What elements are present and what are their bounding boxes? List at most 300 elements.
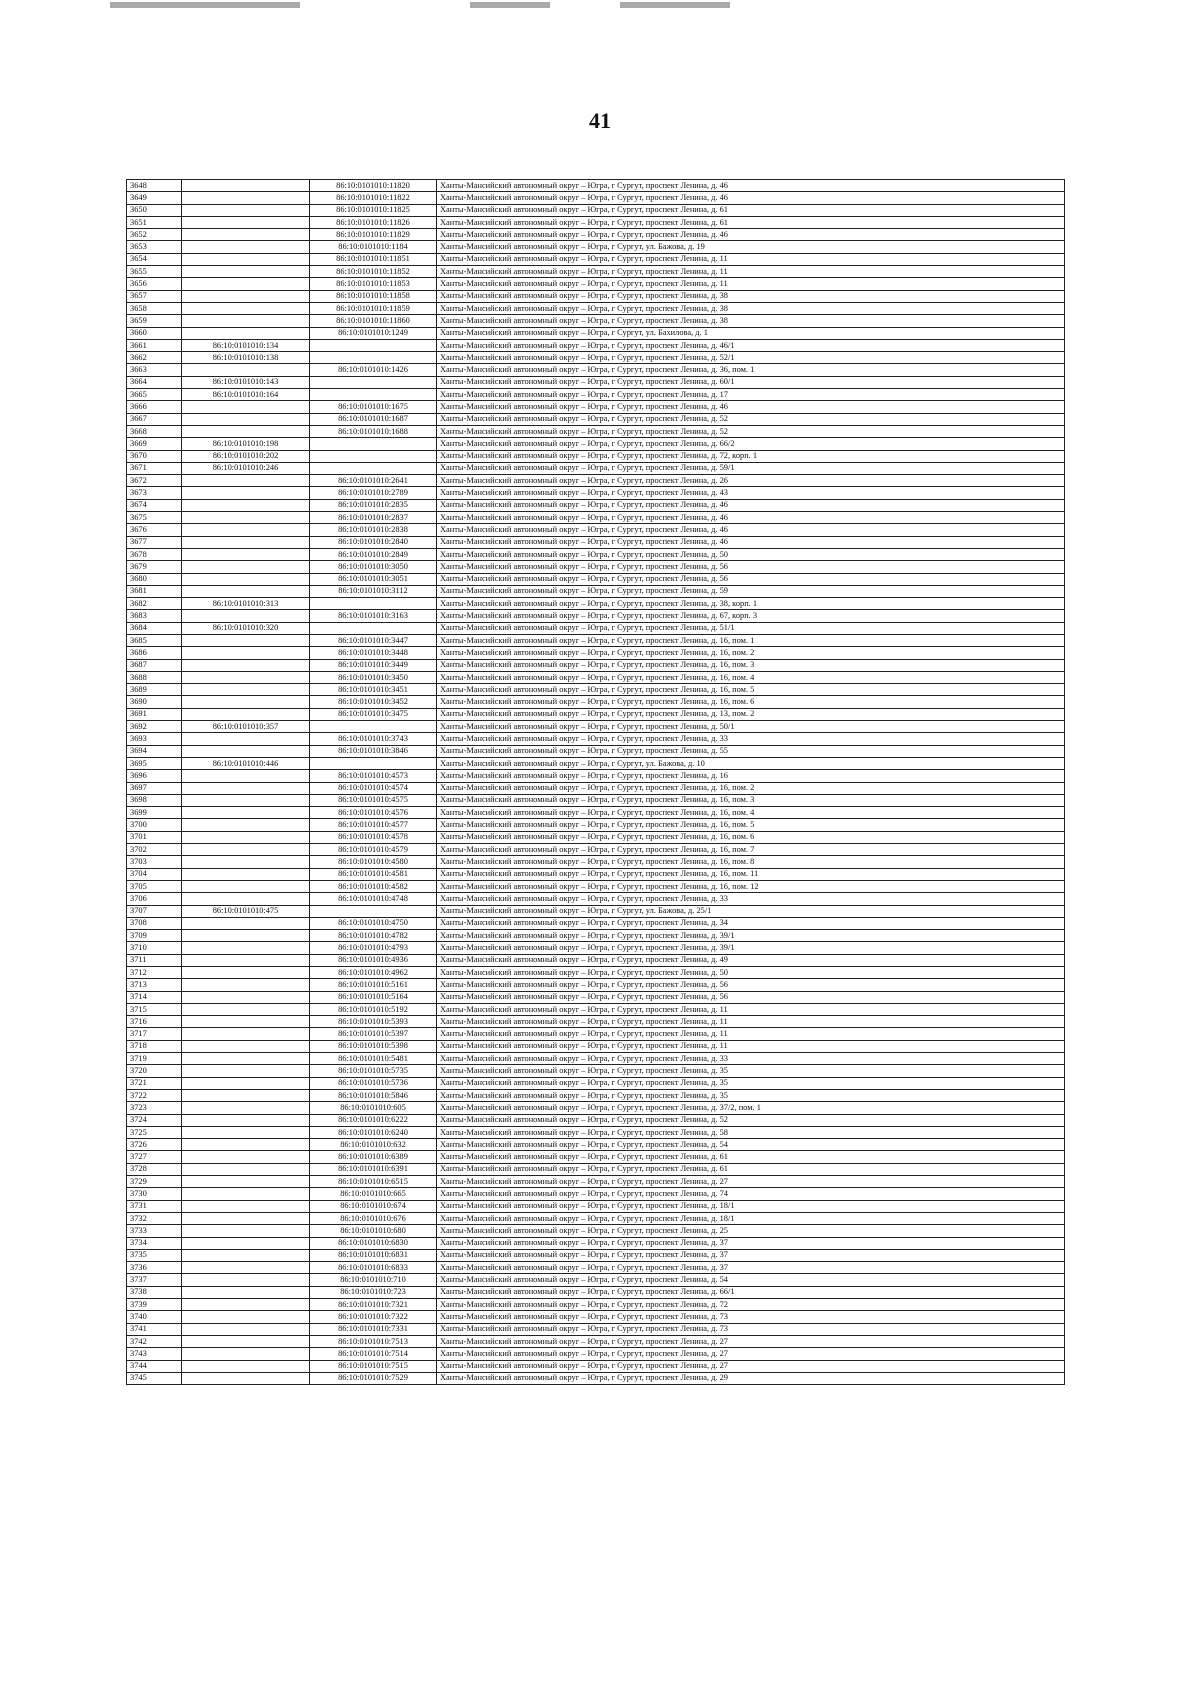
address-street: проспект Ленина, д. 16, пом. 4 (645, 807, 755, 817)
address-street: проспект Ленина, д. 67, корп. 3 (645, 611, 758, 621)
address-street: проспект Ленина, д. 74 (645, 1188, 728, 1198)
building-cadastral-number-cell: 86:10:0101010:3451 (310, 684, 437, 696)
table-row (127, 905, 1065, 917)
row-number-cell: 3718 (127, 1040, 182, 1052)
address-cell (437, 302, 1065, 314)
address-prefix: Ханты-Мансийский автономный округ – Югра, г Сургут, (440, 291, 646, 301)
table-row (127, 364, 1065, 376)
address-street: проспект Ленина, д. 18/1 (645, 1213, 735, 1223)
address-prefix: Ханты-Мансийский автономный округ – Югра, г Сургут, (440, 426, 646, 436)
building-cadastral-number-cell: 86:10:0101010:7331 (310, 1323, 437, 1335)
row-number-cell: 3690 (127, 696, 182, 708)
building-cadastral-number-cell: 86:10:0101010:4580 (310, 856, 437, 868)
address-prefix: Ханты-Мансийский автономный округ – Югра, г Сургут, (440, 279, 646, 289)
address-street: проспект Ленина, д. 61 (645, 1152, 728, 1162)
table-row (127, 302, 1065, 314)
building-cadastral-number-cell: 86:10:0101010:11859 (310, 302, 437, 314)
address-prefix: Ханты-Мансийский автономный округ – Югра, г Сургут, (440, 611, 646, 621)
land-cadastral-number-cell (182, 1372, 310, 1384)
table-row (127, 1311, 1065, 1323)
address-prefix: Ханты-Мансийский автономный округ – Югра, г Сургут, (440, 266, 646, 276)
row-number-cell: 3651 (127, 216, 182, 228)
table-row (127, 1003, 1065, 1015)
address-cell (437, 954, 1065, 966)
table-row (127, 241, 1065, 253)
building-cadastral-number-cell (310, 462, 437, 474)
row-number-cell: 3743 (127, 1348, 182, 1360)
land-cadastral-number-cell (182, 893, 310, 905)
table-row (127, 573, 1065, 585)
land-cadastral-number-cell: 86:10:0101010:164 (182, 389, 310, 401)
table-row (127, 1249, 1065, 1261)
address-cell (437, 1163, 1065, 1175)
row-number-cell: 3744 (127, 1360, 182, 1372)
address-prefix: Ханты-Мансийский автономный округ – Югра, г Сургут, (440, 352, 646, 362)
building-cadastral-number-cell: 86:10:0101010:11853 (310, 278, 437, 290)
land-cadastral-number-cell (182, 290, 310, 302)
table-row (127, 979, 1065, 991)
table-row (127, 856, 1065, 868)
table-row (127, 561, 1065, 573)
row-number-cell: 3694 (127, 745, 182, 757)
address-prefix: Ханты-Мансийский автономный округ – Югра, г Сургут, (440, 1066, 646, 1076)
address-cell (437, 844, 1065, 856)
land-cadastral-number-cell (182, 671, 310, 683)
address-prefix: Ханты-Мансийский автономный округ – Югра, г Сургут, (440, 561, 646, 571)
address-cell (437, 1225, 1065, 1237)
building-cadastral-number-cell: 86:10:0101010:11825 (310, 204, 437, 216)
building-cadastral-number-cell: 86:10:0101010:7514 (310, 1348, 437, 1360)
registry-table-body (127, 180, 1065, 1385)
address-street: проспект Ленина, д. 16 (645, 770, 728, 780)
land-cadastral-number-cell (182, 548, 310, 560)
address-prefix: Ханты-Мансийский автономный округ – Югра, г Сургут, (440, 647, 646, 657)
row-number-cell: 3691 (127, 708, 182, 720)
table-row (127, 327, 1065, 339)
land-cadastral-number-cell (182, 1114, 310, 1126)
table-row (127, 1286, 1065, 1298)
row-number-cell: 3655 (127, 266, 182, 278)
row-number-cell: 3683 (127, 610, 182, 622)
address-prefix: Ханты-Мансийский автономный округ – Югра, г Сургут, (440, 635, 646, 645)
address-street: проспект Ленина, д. 60/1 (645, 377, 735, 387)
land-cadastral-number-cell (182, 1249, 310, 1261)
address-street: проспект Ленина, д. 66/1 (645, 1287, 735, 1297)
address-street: проспект Ленина, д. 38 (645, 303, 728, 313)
scan-artifact (110, 2, 300, 8)
address-street: проспект Ленина, д. 46 (645, 401, 728, 411)
row-number-cell: 3668 (127, 425, 182, 437)
table-row (127, 757, 1065, 769)
address-cell (437, 1249, 1065, 1261)
land-cadastral-number-cell: 86:10:0101010:134 (182, 339, 310, 351)
address-prefix: Ханты-Мансийский автономный округ – Югра, г Сургут, (440, 844, 646, 854)
row-number-cell: 3739 (127, 1299, 182, 1311)
address-street: проспект Ленина, д. 59/1 (645, 463, 735, 473)
building-cadastral-number-cell: 86:10:0101010:3051 (310, 573, 437, 585)
table-row (127, 180, 1065, 192)
building-cadastral-number-cell: 86:10:0101010:4575 (310, 794, 437, 806)
address-cell (437, 1335, 1065, 1347)
land-cadastral-number-cell (182, 216, 310, 228)
row-number-cell: 3721 (127, 1077, 182, 1089)
address-street: проспект Ленина, д. 16, пом. 5 (645, 684, 755, 694)
building-cadastral-number-cell: 86:10:0101010:6222 (310, 1114, 437, 1126)
table-row (127, 831, 1065, 843)
row-number-cell: 3680 (127, 573, 182, 585)
address-street: проспект Ленина, д. 46 (645, 180, 728, 190)
land-cadastral-number-cell (182, 1188, 310, 1200)
address-street: проспект Ленина, д. 27 (645, 1361, 728, 1371)
land-cadastral-number-cell (182, 733, 310, 745)
address-prefix: Ханты-Мансийский автономный округ – Югра, г Сургут, (440, 217, 646, 227)
address-street: проспект Ленина, д. 35 (645, 1090, 728, 1100)
address-cell (437, 856, 1065, 868)
building-cadastral-number-cell: 86:10:0101010:4573 (310, 770, 437, 782)
building-cadastral-number-cell: 86:10:0101010:665 (310, 1188, 437, 1200)
address-street: проспект Ленина, д. 46 (645, 192, 728, 202)
land-cadastral-number-cell (182, 229, 310, 241)
address-street: проспект Ленина, д. 16, пом. 6 (645, 697, 755, 707)
address-cell (437, 905, 1065, 917)
building-cadastral-number-cell: 86:10:0101010:2849 (310, 548, 437, 560)
address-prefix: Ханты-Мансийский автономный округ – Югра, г Сургут, (440, 906, 646, 916)
address-prefix: Ханты-Мансийский автономный округ – Югра, г Сургут, (440, 414, 646, 424)
table-row (127, 942, 1065, 954)
address-prefix: Ханты-Мансийский автономный округ – Югра, г Сургут, (440, 574, 646, 584)
address-street: проспект Ленина, д. 11 (645, 1016, 728, 1026)
land-cadastral-number-cell (182, 425, 310, 437)
building-cadastral-number-cell: 86:10:0101010:4936 (310, 954, 437, 966)
building-cadastral-number-cell: 86:10:0101010:6391 (310, 1163, 437, 1175)
row-number-cell: 3695 (127, 757, 182, 769)
land-cadastral-number-cell (182, 745, 310, 757)
building-cadastral-number-cell: 86:10:0101010:2837 (310, 512, 437, 524)
row-number-cell: 3731 (127, 1200, 182, 1212)
building-cadastral-number-cell (310, 339, 437, 351)
address-prefix: Ханты-Мансийский автономный округ – Югра, г Сургут, (440, 660, 646, 670)
address-street: ул. Бажова, д. 10 (645, 758, 705, 768)
address-street: проспект Ленина, д. 16, пом. 2 (645, 783, 755, 793)
table-row (127, 733, 1065, 745)
land-cadastral-number-cell: 86:10:0101010:143 (182, 376, 310, 388)
table-row (127, 389, 1065, 401)
address-street: проспект Ленина, д. 16, пом. 12 (645, 881, 759, 891)
building-cadastral-number-cell: 86:10:0101010:3448 (310, 647, 437, 659)
land-cadastral-number-cell (182, 1102, 310, 1114)
address-cell (437, 278, 1065, 290)
building-cadastral-number-cell (310, 438, 437, 450)
address-cell (437, 364, 1065, 376)
address-cell (437, 425, 1065, 437)
land-cadastral-number-cell (182, 1212, 310, 1224)
address-prefix: Ханты-Мансийский автономный округ – Югра, г Сургут, (440, 451, 646, 461)
table-row (127, 1372, 1065, 1384)
address-prefix: Ханты-Мансийский автономный округ – Югра, г Сургут, (440, 598, 646, 608)
row-number-cell: 3648 (127, 180, 182, 192)
table-row (127, 1089, 1065, 1101)
table-row (127, 794, 1065, 806)
land-cadastral-number-cell: 86:10:0101010:357 (182, 721, 310, 733)
address-cell (437, 475, 1065, 487)
address-street: проспект Ленина, д. 16, пом. 5 (645, 820, 755, 830)
address-street: проспект Ленина, д. 54 (645, 1275, 728, 1285)
land-cadastral-number-cell (182, 770, 310, 782)
address-cell (437, 339, 1065, 351)
table-row (127, 1163, 1065, 1175)
address-prefix: Ханты-Мансийский автономный округ – Югра, г Сургут, (440, 943, 646, 953)
address-prefix: Ханты-Мансийский автономный округ – Югра, г Сургут, (440, 623, 646, 633)
address-prefix: Ханты-Мансийский автономный округ – Югра, г Сургут, (440, 205, 646, 215)
row-number-cell: 3728 (127, 1163, 182, 1175)
address-prefix: Ханты-Мансийский автономный округ – Югра, г Сургут, (440, 1225, 646, 1235)
address-prefix: Ханты-Мансийский автономный округ – Югра, г Сургут, (440, 1373, 646, 1383)
address-cell (437, 1077, 1065, 1089)
row-number-cell: 3741 (127, 1323, 182, 1335)
row-number-cell: 3681 (127, 585, 182, 597)
land-cadastral-number-cell (182, 1003, 310, 1015)
row-number-cell: 3738 (127, 1286, 182, 1298)
land-cadastral-number-cell (182, 1274, 310, 1286)
address-street: проспект Ленина, д. 38, корп. 1 (645, 598, 758, 608)
address-prefix: Ханты-Мансийский автономный округ – Югра, г Сургут, (440, 1250, 646, 1260)
address-cell (437, 868, 1065, 880)
address-cell (437, 782, 1065, 794)
row-number-cell: 3684 (127, 622, 182, 634)
address-prefix: Ханты-Мансийский автономный округ – Югра, г Сургут, (440, 734, 646, 743)
building-cadastral-number-cell: 86:10:0101010:2835 (310, 499, 437, 511)
building-cadastral-number-cell: 86:10:0101010:3846 (310, 745, 437, 757)
land-cadastral-number-cell (182, 844, 310, 856)
building-cadastral-number-cell: 86:10:0101010:6831 (310, 1249, 437, 1261)
building-cadastral-number-cell: 86:10:0101010:4578 (310, 831, 437, 843)
address-street: проспект Ленина, д. 43 (645, 488, 728, 498)
land-cadastral-number-cell (182, 192, 310, 204)
table-row (127, 339, 1065, 351)
building-cadastral-number-cell: 86:10:0101010:5481 (310, 1053, 437, 1065)
table-row (127, 253, 1065, 265)
table-row (127, 1077, 1065, 1089)
building-cadastral-number-cell: 86:10:0101010:5161 (310, 979, 437, 991)
land-cadastral-number-cell (182, 278, 310, 290)
row-number-cell: 3734 (127, 1237, 182, 1249)
address-prefix: Ханты-Мансийский автономный округ – Югра, г Сургут, (440, 697, 646, 707)
row-number-cell: 3689 (127, 684, 182, 696)
address-street: проспект Ленина, д. 61 (645, 217, 728, 227)
land-cadastral-number-cell (182, 1040, 310, 1052)
address-cell (437, 794, 1065, 806)
row-number-cell: 3659 (127, 315, 182, 327)
address-street: проспект Ленина, д. 16, пом. 3 (645, 795, 755, 805)
building-cadastral-number-cell: 86:10:0101010:605 (310, 1102, 437, 1114)
table-row (127, 622, 1065, 634)
land-cadastral-number-cell (182, 659, 310, 671)
address-cell (437, 634, 1065, 646)
row-number-cell: 3710 (127, 942, 182, 954)
row-number-cell: 3714 (127, 991, 182, 1003)
building-cadastral-number-cell: 86:10:0101010:723 (310, 1286, 437, 1298)
address-cell (437, 819, 1065, 831)
building-cadastral-number-cell (310, 376, 437, 388)
building-cadastral-number-cell: 86:10:0101010:680 (310, 1225, 437, 1237)
table-row (127, 770, 1065, 782)
land-cadastral-number-cell: 86:10:0101010:138 (182, 352, 310, 364)
table-row (127, 401, 1065, 413)
address-prefix: Ханты-Мансийский автономный округ – Югра, г Сургут, (440, 881, 646, 891)
address-cell (437, 991, 1065, 1003)
building-cadastral-number-cell: 86:10:0101010:1426 (310, 364, 437, 376)
building-cadastral-number-cell: 86:10:0101010:7321 (310, 1299, 437, 1311)
address-cell (437, 1053, 1065, 1065)
land-cadastral-number-cell (182, 1139, 310, 1151)
address-prefix: Ханты-Мансийский автономный округ – Югра, г Сургут, (440, 537, 646, 547)
row-number-cell: 3665 (127, 389, 182, 401)
row-number-cell: 3745 (127, 1372, 182, 1384)
address-prefix: Ханты-Мансийский автономный округ – Югра, г Сургут, (440, 746, 646, 756)
building-cadastral-number-cell (310, 721, 437, 733)
address-cell (437, 647, 1065, 659)
table-row (127, 696, 1065, 708)
row-number-cell: 3733 (127, 1225, 182, 1237)
address-prefix: Ханты-Мансийский автономный округ – Югра, г Сургут, (440, 1348, 646, 1358)
row-number-cell: 3653 (127, 241, 182, 253)
building-cadastral-number-cell: 86:10:0101010:6830 (310, 1237, 437, 1249)
building-cadastral-number-cell: 86:10:0101010:11860 (310, 315, 437, 327)
address-prefix: Ханты-Мансийский автономный округ – Югра, г Сургут, (440, 1361, 646, 1371)
address-cell (437, 585, 1065, 597)
table-row (127, 512, 1065, 524)
building-cadastral-number-cell: 86:10:0101010:5735 (310, 1065, 437, 1077)
address-prefix: Ханты-Мансийский автономный округ – Югра, г Сургут, (440, 783, 646, 793)
building-cadastral-number-cell: 86:10:0101010:5397 (310, 1028, 437, 1040)
address-prefix: Ханты-Мансийский автономный округ – Югра, г Сургут, (440, 401, 646, 411)
address-prefix: Ханты-Мансийский автономный округ – Югра, г Сургут, (440, 721, 646, 731)
address-cell (437, 1028, 1065, 1040)
address-prefix: Ханты-Мансийский автономный округ – Югра, г Сургут, (440, 1041, 646, 1051)
table-row (127, 376, 1065, 388)
table-row (127, 991, 1065, 1003)
land-cadastral-number-cell (182, 991, 310, 1003)
address-prefix: Ханты-Мансийский автономный округ – Югра, г Сургут, (440, 684, 646, 694)
table-row (127, 745, 1065, 757)
land-cadastral-number-cell (182, 1065, 310, 1077)
address-cell (437, 917, 1065, 929)
address-cell (437, 1065, 1065, 1077)
table-row (127, 1274, 1065, 1286)
address-cell (437, 1102, 1065, 1114)
building-cadastral-number-cell: 86:10:0101010:3450 (310, 671, 437, 683)
land-cadastral-number-cell (182, 1286, 310, 1298)
land-cadastral-number-cell (182, 487, 310, 499)
land-cadastral-number-cell (182, 684, 310, 696)
land-cadastral-number-cell (182, 967, 310, 979)
table-row (127, 782, 1065, 794)
address-street: проспект Ленина, д. 61 (645, 1164, 728, 1174)
address-street: проспект Ленина, д. 56 (645, 992, 728, 1002)
table-row (127, 868, 1065, 880)
table-row (127, 1360, 1065, 1372)
address-prefix: Ханты-Мансийский автономный округ – Югра, г Сургут, (440, 1078, 646, 1088)
row-number-cell: 3692 (127, 721, 182, 733)
table-row (127, 524, 1065, 536)
address-prefix: Ханты-Мансийский автономный округ – Югра, г Сургут, (440, 389, 646, 399)
address-cell (437, 536, 1065, 548)
table-row (127, 352, 1065, 364)
address-street: проспект Ленина, д. 46 (645, 537, 728, 547)
address-prefix: Ханты-Мансийский автономный округ – Югра, г Сургут, (440, 438, 646, 448)
row-number-cell: 3724 (127, 1114, 182, 1126)
table-row (127, 438, 1065, 450)
building-cadastral-number-cell: 86:10:0101010:5846 (310, 1089, 437, 1101)
address-street: проспект Ленина, д. 37 (645, 1250, 728, 1260)
address-cell (437, 216, 1065, 228)
address-street: проспект Ленина, д. 29 (645, 1373, 728, 1383)
table-row (127, 536, 1065, 548)
address-cell (437, 376, 1065, 388)
table-row (127, 1335, 1065, 1347)
land-cadastral-number-cell (182, 561, 310, 573)
address-prefix: Ханты-Мансийский автономный округ – Югра, г Сургут, (440, 500, 646, 510)
address-street: проспект Ленина, д. 51/1 (645, 623, 735, 633)
address-cell (437, 499, 1065, 511)
row-number-cell: 3652 (127, 229, 182, 241)
row-number-cell: 3666 (127, 401, 182, 413)
table-row (127, 634, 1065, 646)
row-number-cell: 3723 (127, 1102, 182, 1114)
address-prefix: Ханты-Мансийский автономный округ – Югра, г Сургут, (440, 1287, 646, 1297)
row-number-cell: 3709 (127, 930, 182, 942)
address-street: проспект Ленина, д. 11 (645, 1041, 728, 1051)
table-row (127, 930, 1065, 942)
address-prefix: Ханты-Мансийский автономный округ – Югра, г Сургут, (440, 992, 646, 1002)
address-street: проспект Ленина, д. 54 (645, 1139, 728, 1149)
address-street: проспект Ленина, д. 39/1 (645, 930, 735, 940)
building-cadastral-number-cell (310, 757, 437, 769)
row-number-cell: 3698 (127, 794, 182, 806)
address-cell (437, 622, 1065, 634)
row-number-cell: 3661 (127, 339, 182, 351)
building-cadastral-number-cell: 86:10:0101010:1675 (310, 401, 437, 413)
row-number-cell: 3687 (127, 659, 182, 671)
row-number-cell: 3672 (127, 475, 182, 487)
building-cadastral-number-cell: 86:10:0101010:11829 (310, 229, 437, 241)
address-street: проспект Ленина, д. 11 (645, 1029, 728, 1039)
land-cadastral-number-cell (182, 1299, 310, 1311)
address-cell (437, 1286, 1065, 1298)
land-cadastral-number-cell (182, 930, 310, 942)
address-cell (437, 1114, 1065, 1126)
address-cell (437, 893, 1065, 905)
table-row (127, 585, 1065, 597)
land-cadastral-number-cell (182, 1311, 310, 1323)
scan-artifact (470, 2, 550, 8)
land-cadastral-number-cell (182, 1016, 310, 1028)
land-cadastral-number-cell: 86:10:0101010:313 (182, 598, 310, 610)
address-cell (437, 721, 1065, 733)
address-street: проспект Ленина, д. 11 (645, 279, 728, 289)
table-row (127, 413, 1065, 425)
address-prefix: Ханты-Мансийский автономный округ – Югра, г Сургут, (440, 832, 646, 842)
address-street: проспект Ленина, д. 50/1 (645, 721, 735, 731)
address-cell (437, 204, 1065, 216)
table-row (127, 684, 1065, 696)
address-prefix: Ханты-Мансийский автономный округ – Югра, г Сургут, (440, 586, 646, 596)
row-number-cell: 3677 (127, 536, 182, 548)
building-cadastral-number-cell (310, 450, 437, 462)
row-number-cell: 3715 (127, 1003, 182, 1015)
row-number-cell: 3676 (127, 524, 182, 536)
land-cadastral-number-cell (182, 1200, 310, 1212)
